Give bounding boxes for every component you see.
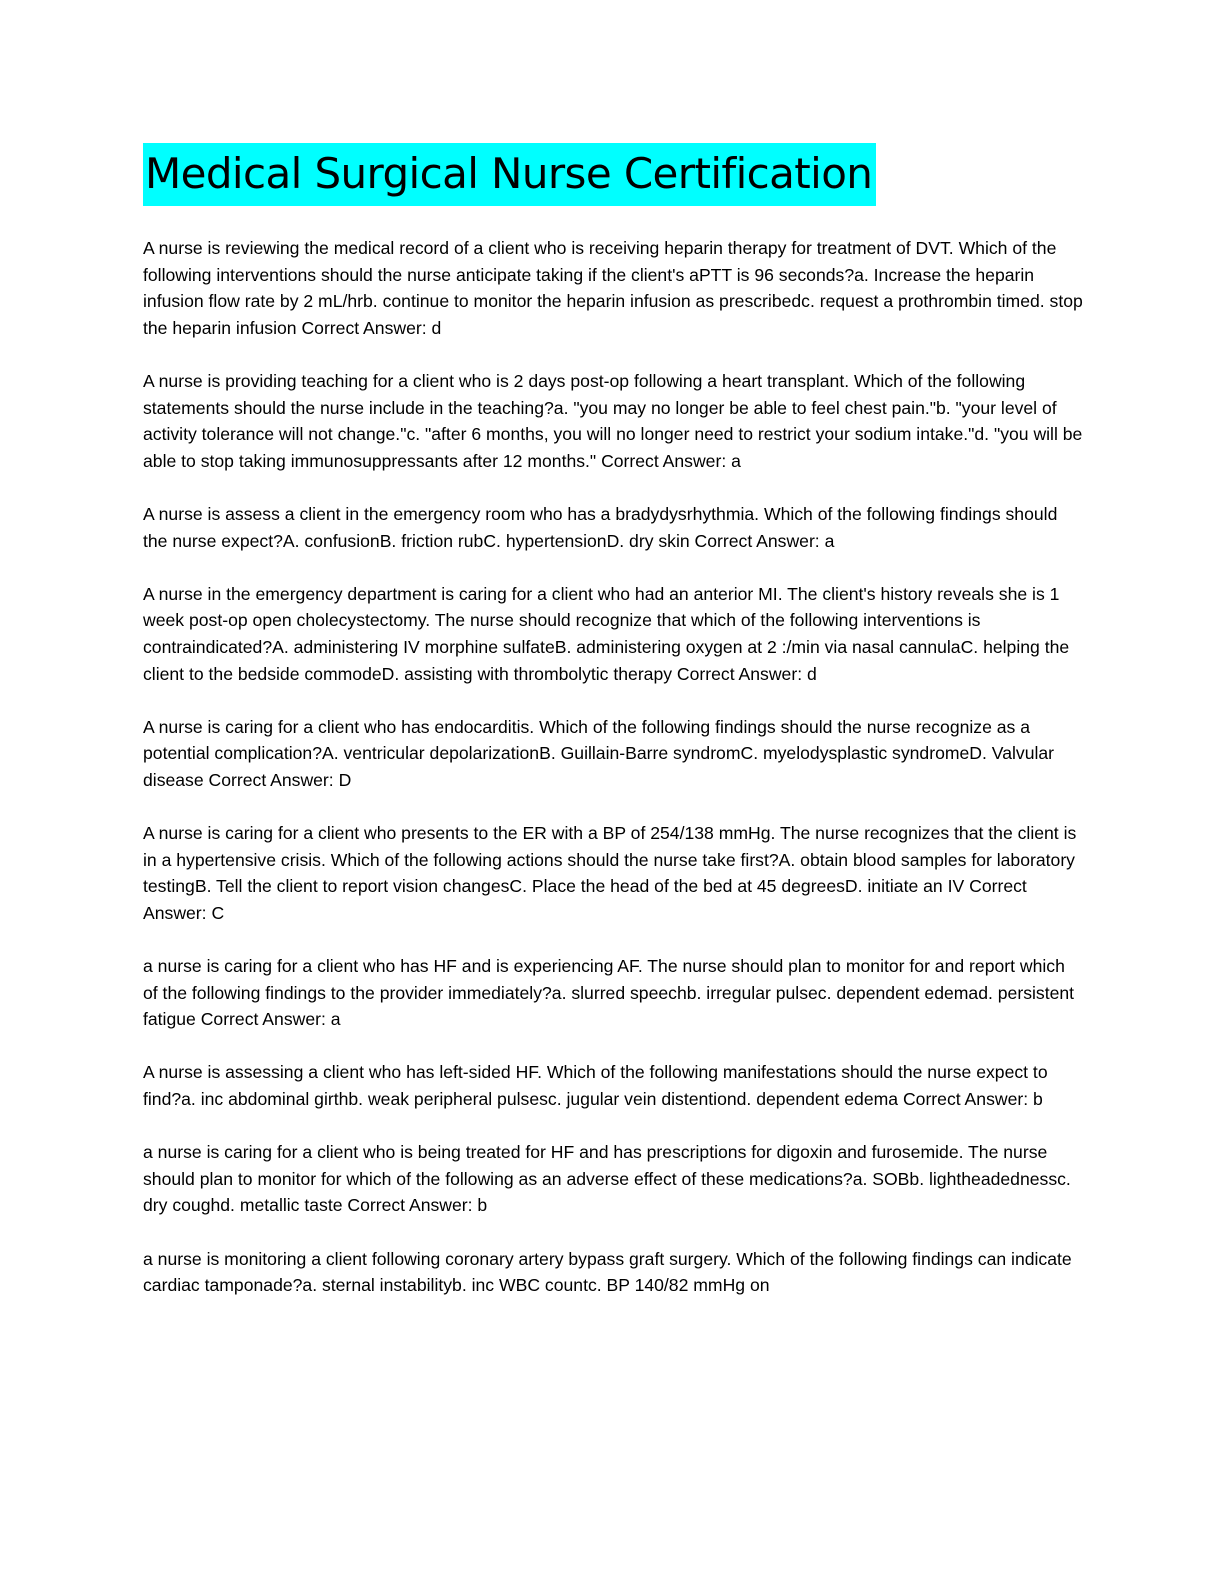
question-item: a nurse is caring for a client who has HF and is experiencing AF. The nurse should plan to monitor for and report which of the following findings to the provider immediately?a. slurred speechb. irregular pulsec. dependent edemad. persistent fatigue Correct Answer: a	[143, 956, 1075, 1030]
question-item: A nurse is assessing a client who has left-sided HF. Which of the following manifestations should the nurse expect to find?a. inc abdominal girthb. weak peripheral pulsesc. jugular vein distentiond. dependent edema Correct Answer: b	[143, 1062, 1048, 1109]
question-item: A nurse is assess a client in the emergency room who has a bradydysrhythmia. Which of the following findings should the nurse expect?A. confusionB. friction rubC. hypertensionD. dry skin Correct Answer: a	[143, 503, 1058, 551]
question-item: A nurse is caring for a client who has endocarditis. Which of the following findings should the nurse recognize as a potential complication?A. ventricular depolarizationB. Guillain-Barre syndromC. myelodysplastic syndromeD. Valvular disease Correct Answer: D	[143, 716, 1055, 790]
document-page	[143, 143, 1083, 1299]
question-item: A nurse in the emergency department is caring for a client who had an anterior MI. The client's history reveals she is 1 week post-op open cholecystectomy. The nurse should recognize that which of the following interventions is contraindicated?A. administering IV morphine sulfateB. administering oxygen at 2 :/min via nasal cannulaC. helping the client to the bedside commodeD. assisting with thrombolytic therapy Correct Answer: d	[143, 583, 1070, 684]
document-title: Medical Surgical Nurse Certification	[143, 143, 876, 206]
question-item: A nurse is caring for a client who presents to the ER with a BP of 254/138 mmHg. The nurse recognizes that the client is in a hypertensive crisis. Which of the following actions should the nurse take first?A. obtain blood samples for laboratory testingB. Tell the client to report vision changesC. Place the head of the bed at 45 degreesD. initiate an IV Correct Answer: C	[143, 823, 1077, 923]
question-item: a nurse is monitoring a client following coronary artery bypass graft surgery. Which of the following findings can indicate cardiac tamponade?a. sternal instabilityb. inc WBC countc. BP 140/82 mmHg on	[143, 1248, 1072, 1296]
question-item: A nurse is providing teaching for a client who is 2 days post-op following a heart transplant. Which of the following statements should the nurse include in the teaching?a. "you may no longer be able to feel chest pain."b. "your level of activity tolerance will not change."c. "after 6 months, you will no longer need to restrict your sodium intake."d. "you will be able to stop taking immunosuppressants after 12 months." Correct Answer: a	[143, 370, 1083, 471]
question-item: A nurse is reviewing the medical record of a client who is receiving heparin therapy for treatment of DVT. Which of the following interventions should the nurse anticipate taking if the client's aPTT is 96 seconds?a. Increase the heparin infusion flow rate by 2 mL/hrb. continue to monitor the heparin infusion as prescribedc. request a prothrombin timed. stop the heparin infusion Correct Answer: d	[143, 238, 1083, 338]
question-item: a nurse is caring for a client who is being treated for HF and has prescriptions for digoxin and furosemide. The nurse should plan to monitor for which of the following as an adverse effect of these medications?a. SOBb. lightheadednessc. dry coughd. metallic taste Correct Answer: b	[143, 1142, 1071, 1216]
